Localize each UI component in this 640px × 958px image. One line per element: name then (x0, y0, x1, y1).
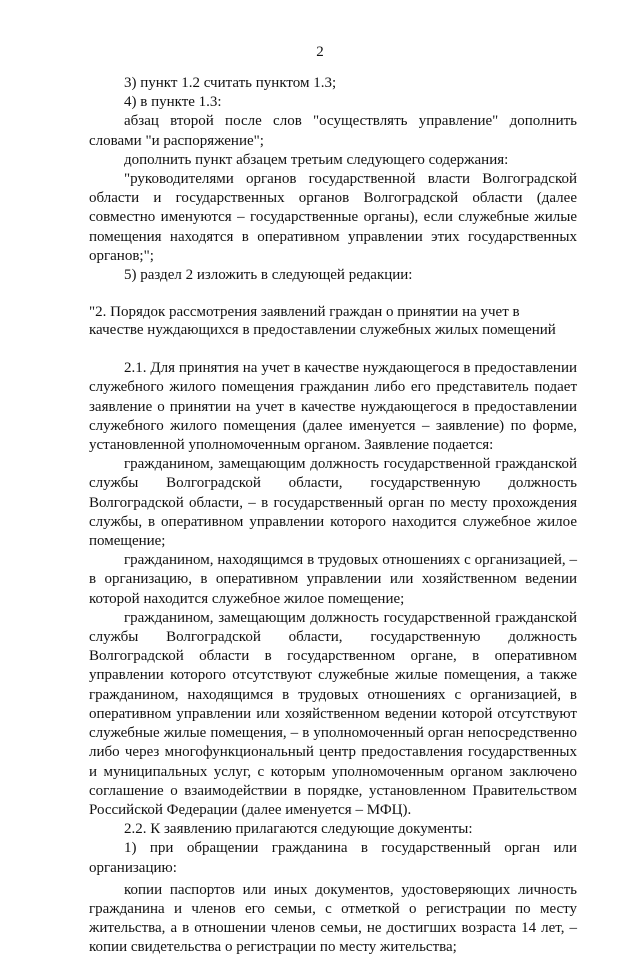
paragraph: 2.1. Для принятия на учет в качестве нуждающегося в предоставлении служебного жилого помещения гражданин либо его представитель подает заявление о принятии на учет в качестве нуждающегося в предоставлении служебного жилого помещения (далее именуется – заявление) по форме, установленной уполномоченным органом. Заявление подается: (89, 360, 577, 454)
paragraph: 5) раздел 2 изложить в следующей редакции: (124, 267, 413, 284)
paragraph: копии паспортов или иных документов, удостоверяющих личность гражданина и членов его семьи, с отметкой о регистрации по месту жительства, а в отношении членов семьи, не достигших возраста 14 лет, – копии свидетельства о регистрации по месту жительства; (89, 881, 577, 956)
paragraph: "руководителями органов государственной власти Волгоградской области и государственных органов Волгоградской области (далее совместно именуются – государственные органы), если служебные жилые помещения находятся в оперативном управлении этих государственных органов;"; (89, 171, 577, 264)
paragraph: гражданином, находящимся в трудовых отношениях с организацией, – в организацию, в оперативном управлении или хозяйственном ведении которой находится служебное жилое помещение; (89, 552, 577, 607)
document-body (89, 74, 577, 958)
page-number: 2 (316, 44, 324, 60)
paragraph: гражданином, замещающим должность государственной гражданской службы Волгоградской области, государственную должность Волгоградской области в государственном органе, в оперативном управлении которого отсутствуют служебные жилые помещения, а также гражданином, находящимся в трудовых отношениях с организацией, в оперативном управлении или хозяйственном ведении которой отсутствуют служебные жилые помещения, – в уполномоченный орган непосредственно либо через многофункциональный центр предоставления государственных и муниципальных услуг, с которым уполномоченным органом заключено соглашение о взаимодействии в порядке, установленном Правительством Российской Федерации (далее именуется – МФЦ). (89, 609, 577, 818)
paragraph: 4) в пункте 1.3: (124, 94, 222, 111)
paragraph: 2.2. К заявлению прилагаются следующие документы: (124, 821, 473, 838)
paragraph: 1) при обращении гражданина в государственный орган или организацию: (89, 840, 577, 876)
paragraph: гражданином, замещающим должность государственной гражданской службы Волгоградской области, государственную должность Волгоградской области, – в государственный орган по месту прохождения службы, в оперативном управлении которого находится служебное жилое помещение; (89, 456, 577, 550)
section-heading: "2. Порядок рассмотрения заявлений граждан о принятии на учет в качестве нуждающихся в предоставлении служебных жилых помещений (89, 304, 556, 339)
paragraph: абзац второй после слов "осуществлять управление" дополнить словами "и распоряжение"; (89, 113, 577, 149)
paragraph: 3) пункт 1.2 считать пунктом 1.3; (124, 75, 337, 91)
paragraph: дополнить пункт абзацем третьим следующего содержания: (124, 151, 509, 168)
